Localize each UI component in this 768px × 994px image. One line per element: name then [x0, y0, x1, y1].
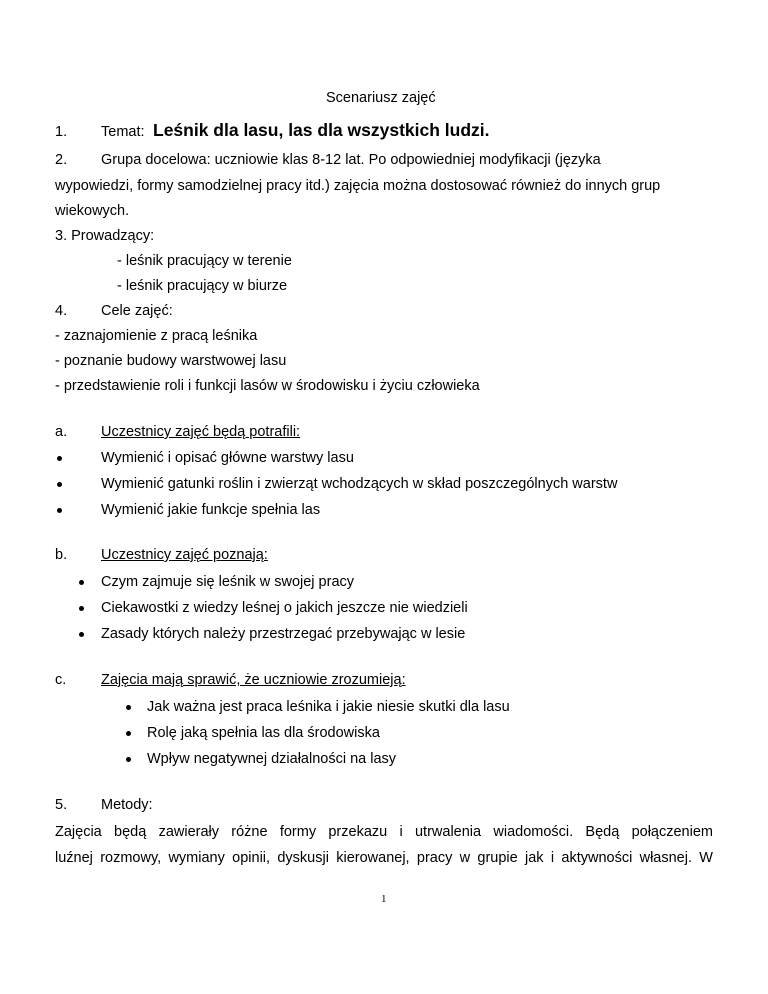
section-2-number: 2.	[55, 152, 68, 168]
section-4-item: - zaznajomienie z pracą leśnika	[55, 328, 258, 344]
lesson-topic-title: Leśnik dla lasu, las dla wszystkich ludzi.	[153, 120, 490, 140]
section-4-item: - przedstawienie roli i funkcji lasów w środowisku i życiu człowieka	[55, 378, 480, 394]
bullet-icon	[57, 482, 62, 487]
section-2-line-3: wiekowych.	[55, 203, 130, 219]
bullet-icon	[126, 731, 131, 736]
subsection-a-item: Wymienić gatunki roślin i zwierząt wchodzących w skład poszczególnych warstw	[101, 476, 618, 492]
bullet-icon	[126, 705, 131, 710]
bullet-icon	[57, 508, 62, 513]
section-4-heading: Cele zajęć:	[101, 303, 173, 319]
section-5-heading: Metody:	[101, 797, 153, 813]
subsection-a-heading: Uczestnicy zajęć będą potrafili:	[101, 424, 301, 440]
bullet-icon	[57, 456, 62, 461]
subsection-c-item: Wpływ negatywnej działalności na lasy	[147, 751, 397, 767]
section-5-number: 5.	[55, 797, 68, 813]
bullet-icon	[79, 632, 84, 637]
subsection-a-item: Wymienić i opisać główne warstwy lasu	[101, 450, 354, 466]
subsection-c-item: Rolę jaką spełnia las dla środowiska	[147, 725, 380, 741]
section-2-line-1: Grupa docelowa: uczniowie klas 8-12 lat. Po odpowiedniej modyfikacji (języka	[101, 152, 601, 168]
section-2-line-2: wypowiedzi, formy samodzielnej pracy itd.) zajęcia można dostosować również do innych grup	[55, 178, 661, 194]
subsection-a-item: Wymienić jakie funkcje spełnia las	[101, 502, 321, 518]
subsection-b-item: Zasady których należy przestrzegać przebywając w lesie	[101, 626, 466, 642]
section-5-paragraph-line-1: Zajęcia będą zawierały różne formy przekazu i utrwalenia wiadomości. Będą połączeniem	[55, 824, 713, 840]
subsection-a-letter: a.	[55, 424, 68, 440]
page-number: 1	[381, 893, 387, 905]
bullet-icon	[79, 580, 84, 585]
section-4-number: 4.	[55, 303, 68, 319]
subsection-c-heading: Zajęcia mają sprawić, że uczniowie zrozumieją:	[101, 672, 406, 688]
document-title: Scenariusz zajęć	[326, 90, 436, 106]
subsection-b-item: Czym zajmuje się leśnik w swojej pracy	[101, 574, 355, 590]
subsection-b-heading: Uczestnicy zajęć poznają:	[101, 547, 268, 563]
subsection-b-letter: b.	[55, 547, 68, 563]
bullet-icon	[126, 757, 131, 762]
bullet-icon	[79, 606, 84, 611]
subsection-c-item: Jak ważna jest praca leśnika i jakie niesie skutki dla lasu	[147, 699, 510, 715]
section-1-number: 1.	[55, 124, 68, 140]
section-3-item: - leśnik pracujący w terenie	[117, 253, 292, 269]
section-5-paragraph-line-2: luźnej rozmowy, wymiany opinii, dyskusji kierowanej, pracy w grupie jak i aktywności własnej. W	[55, 850, 713, 866]
section-4-item: - poznanie budowy warstwowej lasu	[55, 353, 287, 369]
section-3-item: - leśnik pracujący w biurze	[117, 278, 288, 294]
section-3-heading: 3. Prowadzący:	[55, 228, 155, 244]
subsection-c-letter: c.	[55, 672, 67, 688]
section-1-label: Temat:	[101, 124, 145, 140]
subsection-b-item: Ciekawostki z wiedzy leśnej o jakich jeszcze nie wiedzieli	[101, 600, 468, 616]
